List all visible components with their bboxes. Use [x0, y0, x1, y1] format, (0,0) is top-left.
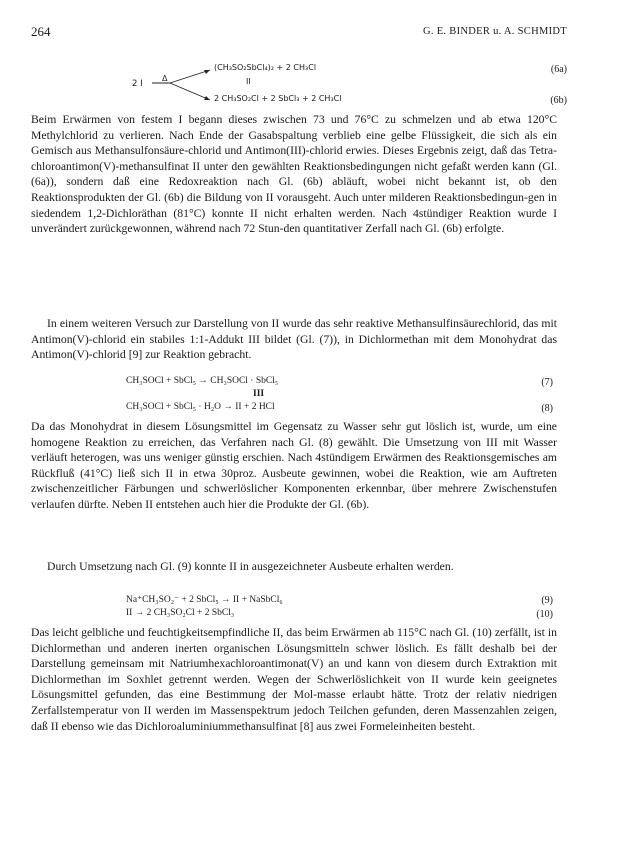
- scheme-reactant: 2 I: [132, 79, 143, 89]
- reaction-scheme-6: [120, 60, 590, 110]
- running-header-authors: G. E. BINDER u. A. SCHMIDT: [422, 26, 567, 37]
- equation-number-6b: (6b): [550, 95, 567, 106]
- scheme-product-6b: 2 CH₃SO₂Cl + 2 SbCl₃ + 2 CH₃Cl: [214, 94, 342, 103]
- page-number: 264: [31, 24, 51, 39]
- paragraph-3: Da das Monohydrat in diesem Lösungsmittel im Gegensatz zu Wasser sehr gut löslich ist, wurde, um eine homogene Reaktion zu erreichen, das Verfahren nach Gl. (8) gewählt. Die Umsetzung von III mit Wasser verläuft heterogen, was uns weniger günstig erschien. Nach 4stündigem Erwärmen des Reaktionsgemisches am Rückfluß (41°C) ließ sich II in etwa 30proz. Ausbeute gewinnen, wobei die Reaktion, wie am Auftreten zwischenzeitlicher Färbungen und schwerlöslicher Komponenten erkennbar, über mehrere Zwischenstufen verlaufen dürfte. Neben II entstehen auch hier die Produkte der Gl. (6b).: [31, 420, 557, 511]
- equation-number-7: (7): [541, 377, 553, 388]
- equation-number-10: (10): [536, 609, 553, 620]
- equation-7: CH₃SOCl + SbCl₅ → CH₃SOCl · SbCl₅: [126, 376, 279, 386]
- equation-number-8: (8): [541, 403, 553, 414]
- equation-9: Na⁺CH₃SO₂⁻ + 2 SbCl₅ → II + NaSbCl₆: [126, 595, 283, 605]
- scheme-label-II: II: [246, 77, 251, 86]
- heat-symbol: Δ: [162, 74, 168, 83]
- scheme-product-6a: (CH₃SO₂SbCl₄)₂ + 2 CH₃Cl: [214, 63, 317, 72]
- equation-number-9: (9): [541, 595, 553, 606]
- paragraph-1: Beim Erwärmen von festem I begann dieses zwischen 73 und 76°C zu schmelzen und ab etwa 120°C Methylchlorid zu verlieren. Nach Ende der Gasabspaltung verblieb eine gelbe Flüssigkeit, die sich als ein Gemisch aus Methansulfonsäure-chlorid und Antimon(III)-chlorid erwies. Dieses Ergebnis zeigt, daß das Tetra-chloroantimon(V)-methansulfinat II unter den gewählten Reaktionsbedingungen nicht gefaßt werden kann (Gl. (6a)), sondern daß eine Redoxreaktion nach Gl. (6b) abläuft, wobei nicht bekannt ist, ob den Reaktionsprodukten der Gl. (6b) die Bildung von II vorausgeht. Auch unter milderen Reaktionsbedingun-gen in siedendem 1,2-Dichloräthan (81°C) konnte II nicht erhalten werden. Nach 4stündiger Reaktion wurde I unverändert zurückgewonnen, während nach 72 Stun-den quantitativer Zerfall nach Gl. (6b) erfolgte.: [31, 113, 557, 236]
- branching-arrow-icon: [150, 64, 216, 106]
- paragraph-2: In einem weiteren Versuch zur Darstellung von II wurde das sehr reaktive Methansulfinsäurechlorid, das mit Antimon(V)-chlorid ein stabiles 1:1-Addukt III bildet (Gl. (7)), in Dichlormethan mit dem Monohydrat das Antimon(V)-chlorid [9] zur Reaktion gebracht.: [31, 317, 557, 362]
- paragraph-5: Das leicht gelbliche und feuchtigkeitsempfindliche II, das beim Erwärmen ab 115°C nach Gl. (10) zerfällt, ist in Dichlormethan und anderen inerten organischen Lösungsmitteln schwer löslich. Es fällt deshalb bei der Darstellung gemeinsam mit Natriumhexachloroantimonat(V) an und kann von diesem durch Extraktion mit Dichlormethan im Soxhlet getrennt werden. Wegen der Schwerlöslichkeit von II wurde kein geeignetes Lösungsmittel gefunden, das eine Bestimmung der Mol-masse erlaubt hätte. Trotz der relativ niedrigen Zerfallstemperatur von II werden im Massenspektrum jedoch Teilchen gefunden, deren Massenzahlen zeigen, daß II ebenso wie das Dichloroaluminiummethansulfinat [8] aus zwei Formeleinheiten besteht.: [31, 626, 557, 733]
- equation-10: II → 2 CH₃SO₂Cl + 2 SbCl₃: [126, 608, 235, 618]
- equation-7-label: III: [253, 389, 265, 399]
- equation-8: CH₃SOCl + SbCl₅ · H₂O → II + 2 HCl: [126, 402, 275, 412]
- paragraph-4: Durch Umsetzung nach Gl. (9) konnte II in ausgezeichneter Ausbeute erhalten werden.: [47, 560, 454, 573]
- equation-number-6a: (6a): [550, 64, 567, 75]
